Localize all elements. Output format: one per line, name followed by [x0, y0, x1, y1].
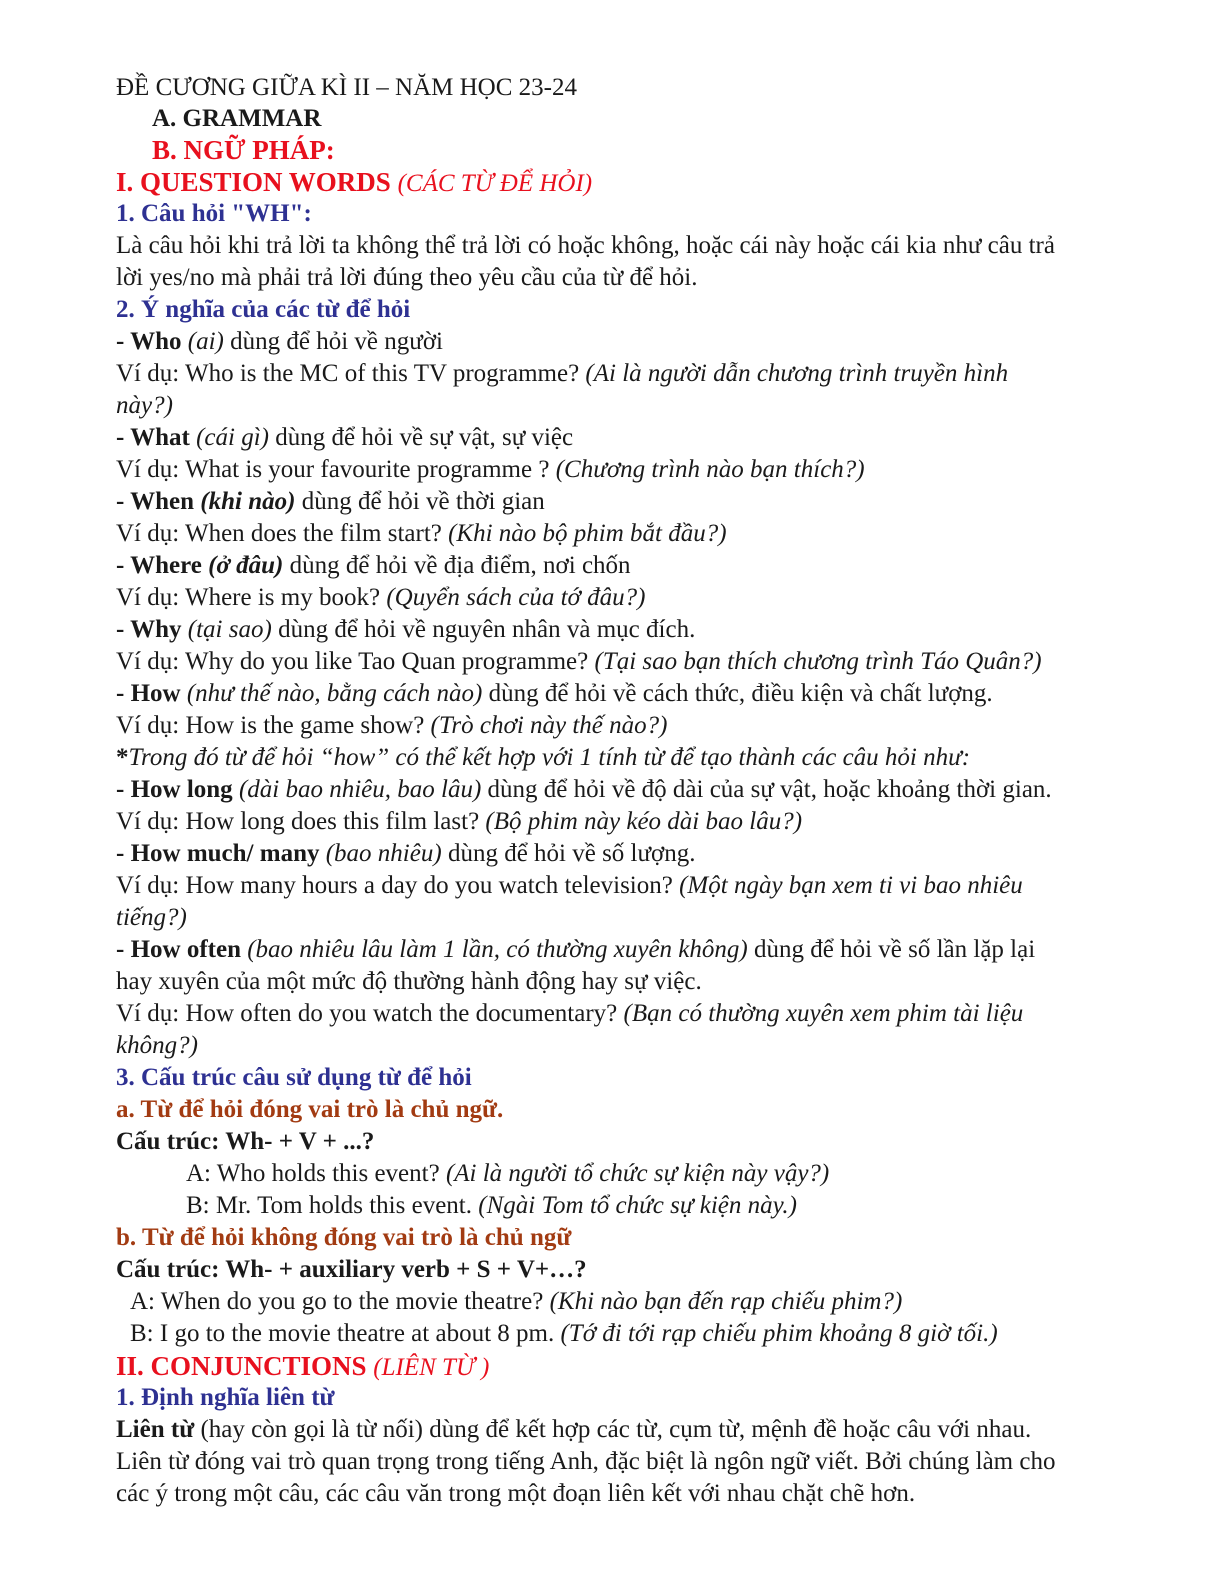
section-i-heading: [116, 166, 592, 200]
example-text: Ví dụ: When does the film start?: [116, 520, 449, 547]
example-translation: (Quyển sách của tớ đâu?): [386, 584, 646, 611]
dialogue-line: [186, 1158, 829, 1190]
example-translation-continued: không?): [116, 1032, 198, 1059]
dialogue-text: B: Mr. Tom holds this event.: [186, 1192, 479, 1219]
definition-line: Liên từ đóng vai trò quan trọng trong tiếng Anh, đặc biệt là ngôn ngữ viết. Bởi chúng làm cho: [116, 1448, 1056, 1475]
paragraph-line: Là câu hỏi khi trả lời ta không thể trả lời có hoặc không, hoặc cái này hoặc cái kia như câu trả: [116, 232, 1055, 259]
what-example: [116, 454, 865, 486]
example-translation: (Khi nào bộ phim bắt đầu?): [448, 520, 727, 547]
term-translation: (tại sao): [187, 616, 272, 643]
why-definition: [116, 614, 695, 646]
heading-question-word-meanings: 2. Ý nghĩa của các từ để hỏi: [116, 296, 411, 323]
example-text: Ví dụ: How is the game show?: [116, 712, 431, 739]
example-text: Ví dụ: What is your favourite programme ?: [116, 456, 556, 483]
dialogue-text: A: Who holds this event?: [186, 1160, 446, 1187]
heading-subject-question: a. Từ để hỏi đóng vai trò là chủ ngữ.: [116, 1096, 504, 1123]
dialogue-text: A: When do you go to the movie theatre?: [130, 1288, 550, 1315]
when-example: [116, 518, 727, 550]
how-long-example: [116, 806, 802, 838]
example-translation: (Chương trình nào bạn thích?): [555, 456, 865, 483]
how-often-definition: [116, 934, 1035, 966]
dialogue-translation: (Ngài Tom tổ chức sự kiện này.): [478, 1192, 797, 1219]
example-translation: (Tại sao bạn thích chương trình Táo Quân?): [594, 648, 1042, 675]
heading-conjunction-definition: 1. Định nghĩa liên từ: [116, 1384, 335, 1411]
example-text: Ví dụ: How many hours a day do you watch television?: [116, 872, 680, 899]
term-description: dùng để hỏi về độ dài của sự vật, hoặc khoảng thời gian.: [481, 776, 1052, 803]
term-description: dùng để hỏi về thời gian: [295, 488, 545, 515]
how-often-example: [116, 998, 1023, 1030]
term-translation: (ai): [187, 328, 224, 355]
dialogue-line: [130, 1286, 902, 1318]
how-example: [116, 710, 667, 742]
when-definition: [116, 486, 545, 518]
who-definition: [116, 326, 443, 358]
term-description: dùng để hỏi về nguyên nhân và mục đích.: [271, 616, 696, 643]
example-text: Ví dụ: Why do you like Tao Quan programme?: [116, 648, 595, 675]
term: - Where: [116, 552, 209, 579]
term-translation: (bao nhiêu lâu làm 1 lần, có thường xuyên không): [247, 936, 748, 963]
how-definition: [116, 678, 993, 710]
term-translation: (bao nhiêu): [325, 840, 442, 867]
definition-line: [116, 1414, 1031, 1446]
term-description: dùng để hỏi về người: [223, 328, 443, 355]
example-translation: (Ai là người dẫn chương trình truyền hình: [585, 360, 1009, 387]
example-translation: (Trò chơi này thế nào?): [430, 712, 668, 739]
term: - How: [116, 680, 187, 707]
section-a-heading: A. GRAMMAR: [152, 105, 322, 132]
example-translation: (Một ngày bạn xem ti vi bao nhiêu: [679, 872, 1023, 899]
where-definition: [116, 550, 631, 582]
document-title: ĐỀ CƯƠNG GIỮA KÌ II – NĂM HỌC 23-24: [116, 74, 577, 101]
term-translation: (ở đâu): [208, 552, 284, 579]
section-b-heading: B. NGỮ PHÁP:: [152, 135, 335, 165]
how-much-many-definition: [116, 838, 696, 870]
how-long-definition: [116, 774, 1052, 806]
dialogue-line: [186, 1190, 797, 1222]
section-ii-subtitle: (LIÊN TỪ ): [373, 1354, 490, 1381]
term-description: dùng để hỏi về sự vật, sự việc: [269, 424, 574, 451]
term-description: dùng để hỏi về địa điểm, nơi chốn: [283, 552, 631, 579]
example-text: Ví dụ: How often do you watch the documentary?: [116, 1000, 624, 1027]
section-ii-heading: [116, 1350, 489, 1384]
term-translation: (khi nào): [200, 488, 296, 515]
example-translation: (Bộ phim này kéo dài bao lâu?): [485, 808, 803, 835]
example-translation-continued: này?): [116, 392, 173, 419]
term: - How long: [116, 776, 239, 803]
how-much-many-example: [116, 870, 1023, 902]
term: - How often: [116, 936, 248, 963]
where-example: [116, 582, 645, 614]
dialogue-translation: (Tớ đi tới rạp chiếu phim khoảng 8 giờ tối.): [560, 1320, 998, 1347]
term: - What: [116, 424, 197, 451]
definition-line: các ý trong một câu, các câu văn trong một đoạn liên kết với nhau chặt chẽ hơn.: [116, 1480, 916, 1507]
example-text: Ví dụ: Where is my book?: [116, 584, 387, 611]
term-description: dùng để hỏi về số lần lặp lại: [747, 936, 1036, 963]
heading-wh-questions: 1. Câu hỏi "WH":: [116, 200, 312, 227]
term: - Who: [116, 328, 188, 355]
how-often-description-continued: hay xuyên của một mức độ thường hành động hay sự việc.: [116, 968, 702, 995]
dialogue-text: B: I go to the movie theatre at about 8 pm.: [130, 1320, 561, 1347]
definition-text: (hay còn gọi là từ nối) dùng để kết hợp các từ, cụm từ, mệnh đề hoặc câu với nhau.: [194, 1416, 1032, 1443]
example-text: Ví dụ: How long does this film last?: [116, 808, 486, 835]
definition-term: Liên từ: [116, 1416, 195, 1443]
term-description: dùng để hỏi về số lượng.: [441, 840, 696, 867]
why-example: [116, 646, 1042, 678]
section-i-subtitle: (CÁC TỪ ĐỂ HỎI): [397, 170, 593, 197]
what-definition: [116, 422, 573, 454]
paragraph-line: lời yes/no mà phải trả lời đúng theo yêu cầu của từ để hỏi.: [116, 264, 698, 291]
example-translation: (Bạn có thường xuyên xem phim tài liệu: [623, 1000, 1024, 1027]
term: - Why: [116, 616, 188, 643]
term: - When: [116, 488, 201, 515]
term-translation: (như thế nào, bằng cách nào): [186, 680, 483, 707]
dialogue-line: [130, 1318, 998, 1350]
structure-formula-b: Cấu trúc: Wh- + auxiliary verb + S + V+…?: [116, 1256, 587, 1283]
example-translation-continued: tiếng?): [116, 904, 187, 931]
term-description: dùng để hỏi về cách thức, điều kiện và chất lượng.: [482, 680, 993, 707]
note-text: Trong đó từ để hỏi “how” có thể kết hợp với 1 tính từ để tạo thành các câu hỏi như:: [128, 744, 971, 771]
how-combination-note: [116, 742, 970, 774]
dialogue-translation: (Ai là người tổ chức sự kiện này vậy?): [445, 1160, 830, 1187]
note-asterisk: *: [116, 744, 129, 771]
term: - How much/ many: [116, 840, 326, 867]
heading-question-structures: 3. Cấu trúc câu sử dụng từ để hỏi: [116, 1064, 472, 1091]
term-translation: (cái gì): [196, 424, 269, 451]
term-translation: (dài bao nhiêu, bao lâu): [238, 776, 482, 803]
section-i-title: I. QUESTION WORDS: [116, 167, 398, 197]
section-ii-title: II. CONJUNCTIONS: [116, 1351, 374, 1381]
heading-non-subject-question: b. Từ để hỏi không đóng vai trò là chủ ngữ: [116, 1224, 572, 1251]
dialogue-translation: (Khi nào bạn đến rạp chiếu phim?): [549, 1288, 903, 1315]
example-text: Ví dụ: Who is the MC of this TV programme?: [116, 360, 586, 387]
who-example: [116, 358, 1008, 390]
structure-formula-a: Cấu trúc: Wh- + V + ...?: [116, 1128, 375, 1155]
